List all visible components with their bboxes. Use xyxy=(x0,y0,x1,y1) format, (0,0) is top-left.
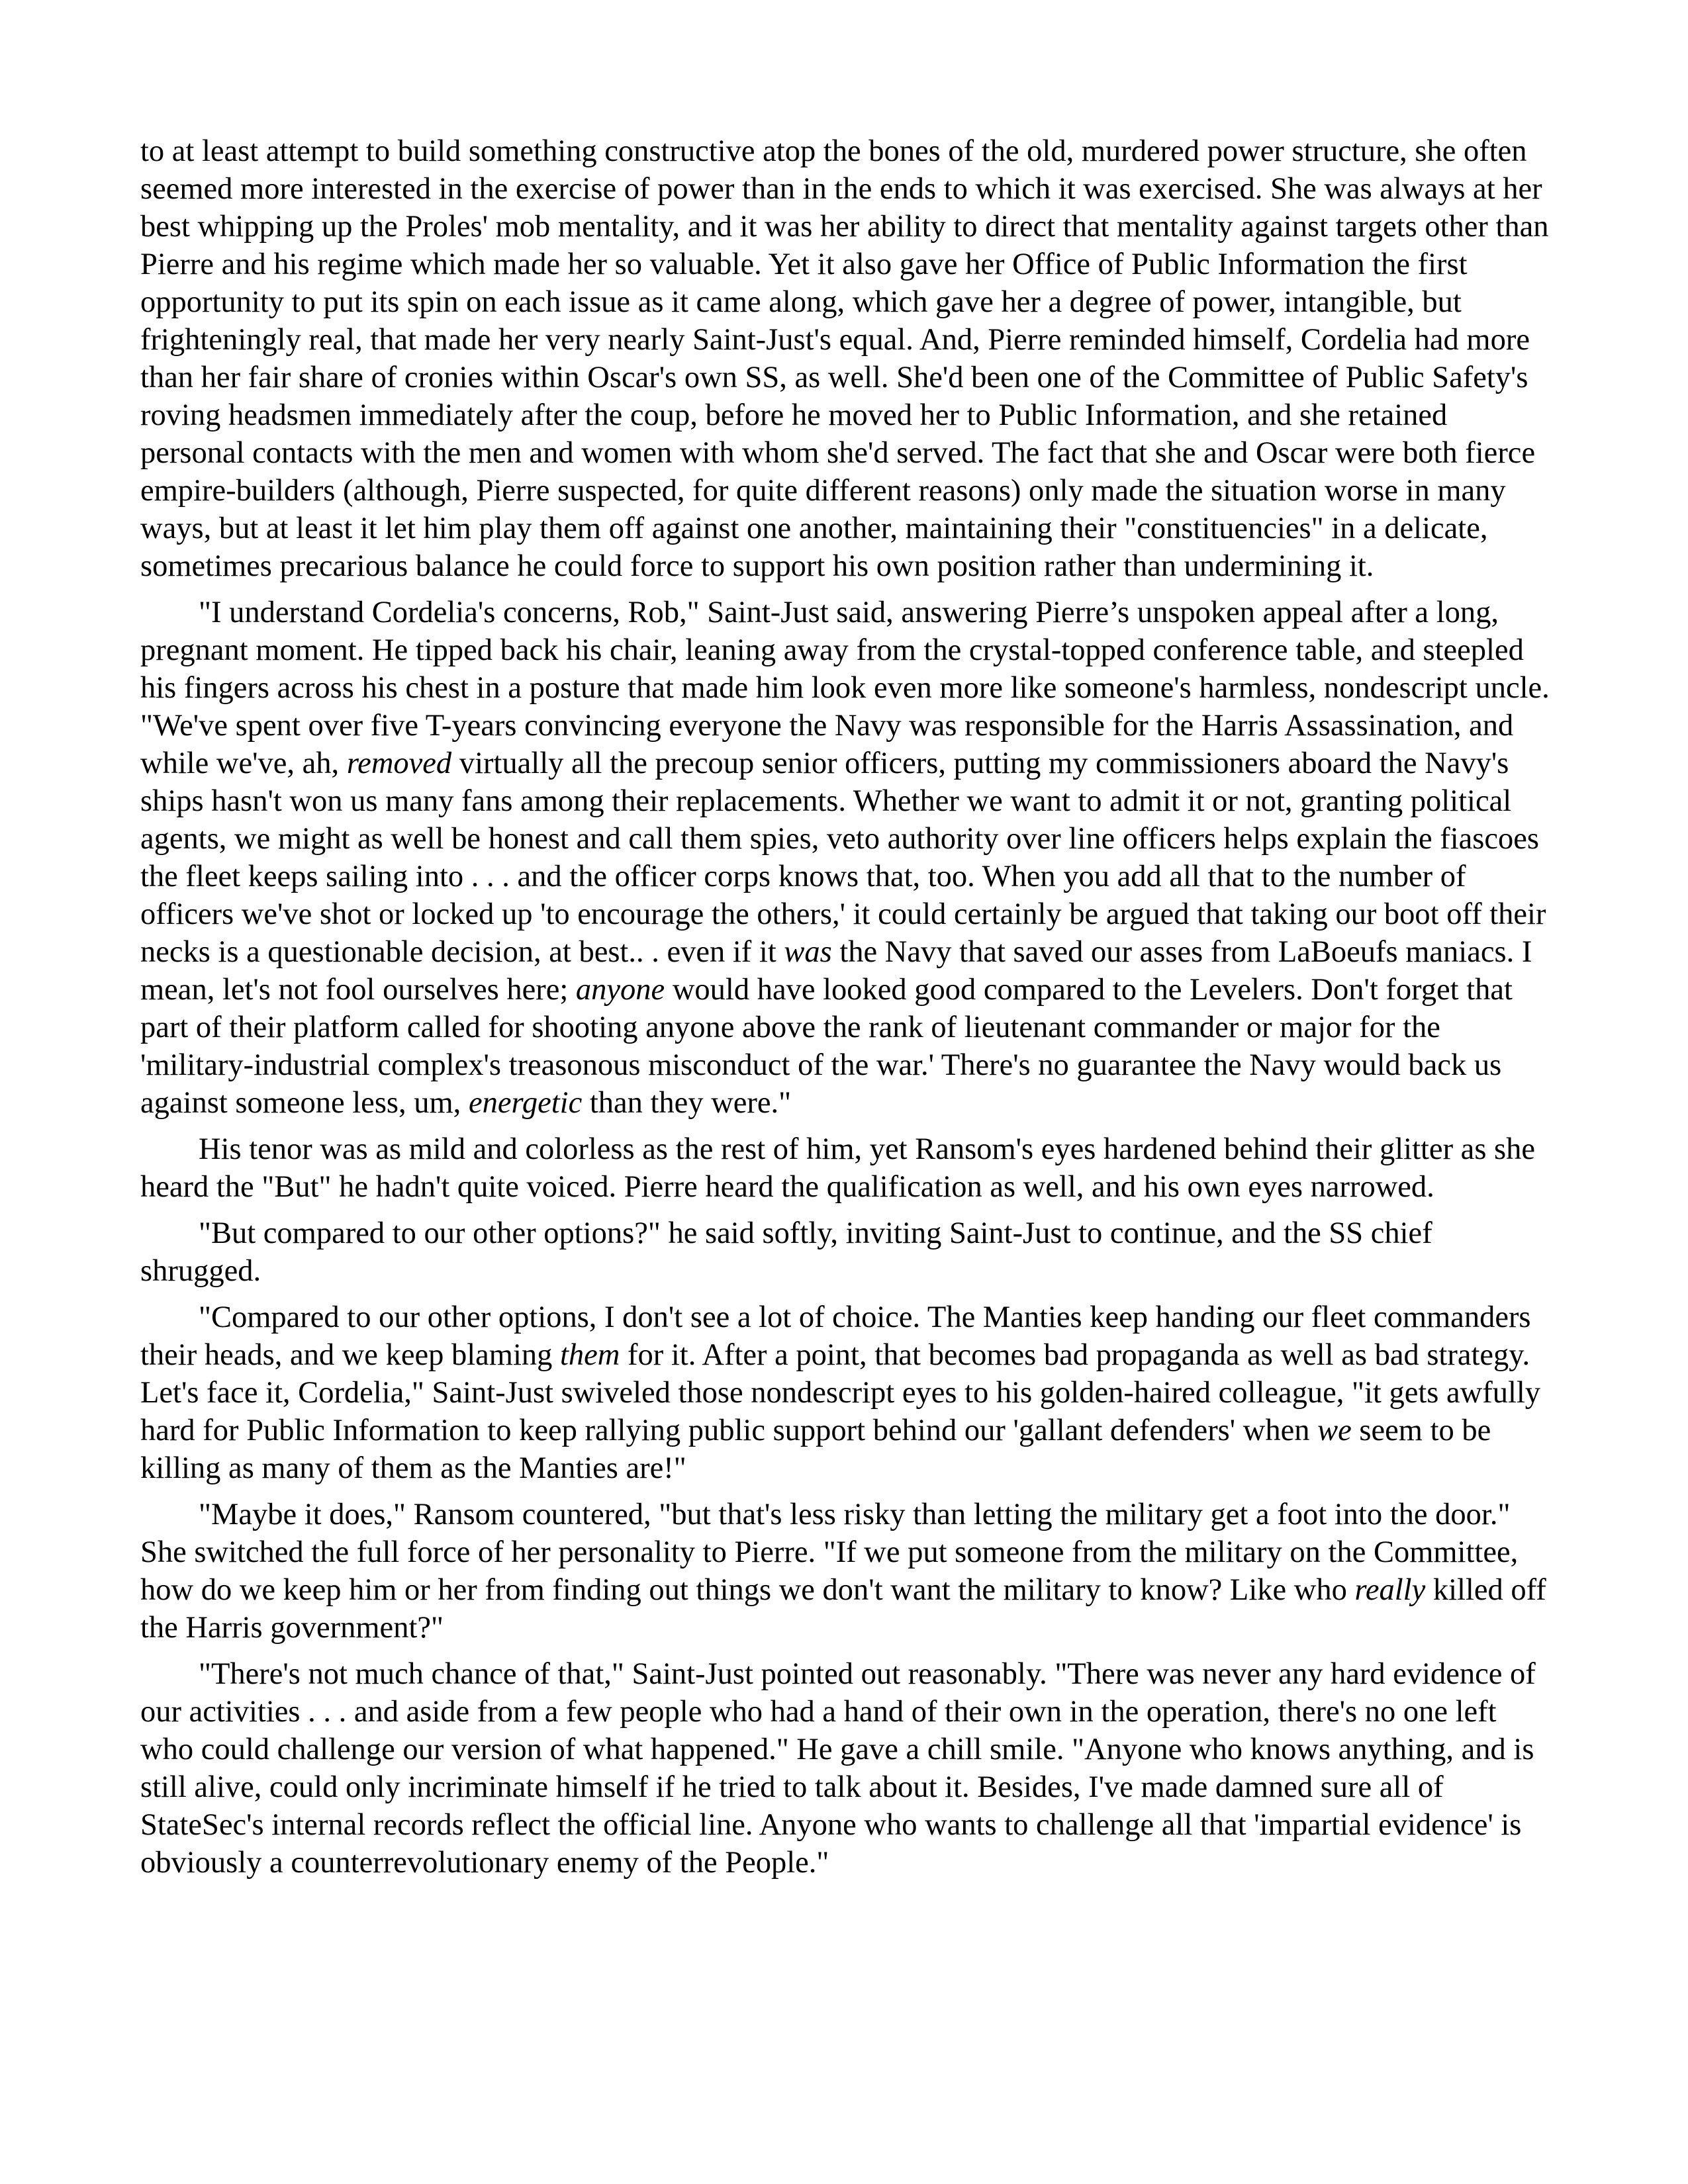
text-segment: killed off the Harris government?" xyxy=(140,1573,1546,1645)
italic-emphasis: really xyxy=(1354,1573,1426,1607)
text-segment: to at least attempt to build something constructive atop the bones of the old, murdered power structure, she often seemed more interested in the exercise of power than in the ends to which it was exercised. She was always at her best whipping up the Proles' mob mentality, and it was her ability to direct that mentality against targets other than Pierre and his regime which made her so valuable. Yet it also gave her Office of Public Information the first opportunity to put its spin on each issue as it came along, which gave her a degree of power, intangible, but frighteningly real, that made her very nearly Saint-Just's equal. And, Pierre reminded himself, Cordelia had more than her fair share of cronies within Oscar's own SS, as well. She'd been one of the Committee of Public Safety's roving headsmen immediately after the coup, before he moved her to Public Information, and she retained personal contacts with the men and women with whom she'd served. The fact that she and Oscar were both fierce empire-builders (although, Pierre suspected, for quite different reasons) only made the situation worse in many ways, but at least it let him play them off against one another, maintaining their "constituencies" in a delicate, sometimes precarious balance he could force to support his own position rather than undermining it. xyxy=(140,134,1549,583)
text-segment: "Maybe it does," Ransom countered, "but that's less risky than letting the military get a foot into the door." She switched the full force of her personality to Pierre. "If we put someone from the military on the Committee, how do we keep him or her from finding out things we don't want the military to know? Like who xyxy=(140,1498,1519,1607)
text-segment: virtually all the precoup senior officers, putting my commissioners aboard the Navy's ships hasn't won us many fans among their replacements. Whether we want to admit it or not, granting political agents, we might as well be honest and call them spies, veto authority over line officers helps explain the fiascoes the fleet keeps sailing into . . . and the officer corps knows that, too. When you add all that to the number of officers we've shot or locked up 'to encourage the others,' it could certainly be argued that taking our boot off their necks is a questionable decision, at best.. . even if it xyxy=(140,747,1546,969)
italic-emphasis: anyone xyxy=(575,973,665,1007)
text-segment: than they were." xyxy=(582,1086,792,1120)
italic-emphasis: energetic xyxy=(468,1086,583,1120)
document-page xyxy=(140,132,1557,1890)
text-segment: "There's not much chance of that," Saint-Just pointed out reasonably. "There was never any hard evidence of our activities . . . and aside from a few people who had a hand of their own in the operation, there's no one left who could challenge our version of what happened." He gave a chill smile. "Anyone who knows anything, and is still alive, could only incriminate himself if he tried to talk about it. Besides, I've made damned sure all of StateSec's internal records reflect the official line. Anyone who wants to challenge all that 'impartial evidence' is obviously a counterrevolutionary enemy of the People." xyxy=(140,1657,1536,1880)
paragraph-2 xyxy=(140,594,1557,1122)
paragraph-1 xyxy=(140,132,1557,585)
italic-emphasis: them xyxy=(560,1338,620,1372)
text-segment: would have looked good compared to the Levelers. Don't forget that part of their platform called for shooting anyone above the rank of lieutenant commander or major for the 'military-industrial complex's treasonous misconduct of the war.' There's no guarantee the Navy would back us against someone less, um, xyxy=(140,973,1513,1120)
text-segment: for it. After a point, that becomes bad propaganda as well as bad strategy. Let's face it, Cordelia," Saint-Just swiveled those nondescript eyes to his golden-haired colleague, "it gets awfully hard for Public Information to keep rallying public support behind our 'gallant defenders' when xyxy=(140,1338,1541,1447)
paragraph-3 xyxy=(140,1130,1557,1206)
text-segment: "I understand Cordelia's concerns, Rob," Saint-Just said, answering Pierre’s unspoken appeal after a long, pregnant moment. He tipped back his chair, leaning away from the crystal-topped conference table, and steepled his fingers across his chest in a posture that made him look even more like someone's harmless, nondescript uncle. "We've spent over five T-years convincing everyone the Navy was responsible for the Harris Assassination, and while we've, ah, xyxy=(140,596,1550,780)
text-segment: His tenor was as mild and colorless as the rest of him, yet Ransom's eyes hardened behind their glitter as she heard the "But" he hadn't quite voiced. Pierre heard the qualification as well, and his own eyes narrowed. xyxy=(140,1132,1536,1204)
paragraph-4 xyxy=(140,1214,1557,1290)
paragraph-6 xyxy=(140,1496,1557,1647)
italic-emphasis: we xyxy=(1317,1414,1352,1447)
paragraph-7 xyxy=(140,1655,1557,1882)
text-segment: seem to be killing as many of them as the Manties are!" xyxy=(140,1414,1491,1485)
italic-emphasis: removed xyxy=(346,747,452,780)
paragraph-5 xyxy=(140,1298,1557,1487)
text-segment: "Compared to our other options, I don't see a lot of choice. The Manties keep handing our fleet commanders their heads, and we keep blaming xyxy=(140,1300,1531,1372)
italic-emphasis: was xyxy=(784,935,832,969)
text-segment: "But compared to our other options?" he said softly, inviting Saint-Just to continue, and the SS chief shrugged. xyxy=(140,1216,1432,1288)
text-segment: the Navy that saved our asses from LaBoeufs maniacs. I mean, let's not fool ourselves here; xyxy=(140,935,1532,1007)
